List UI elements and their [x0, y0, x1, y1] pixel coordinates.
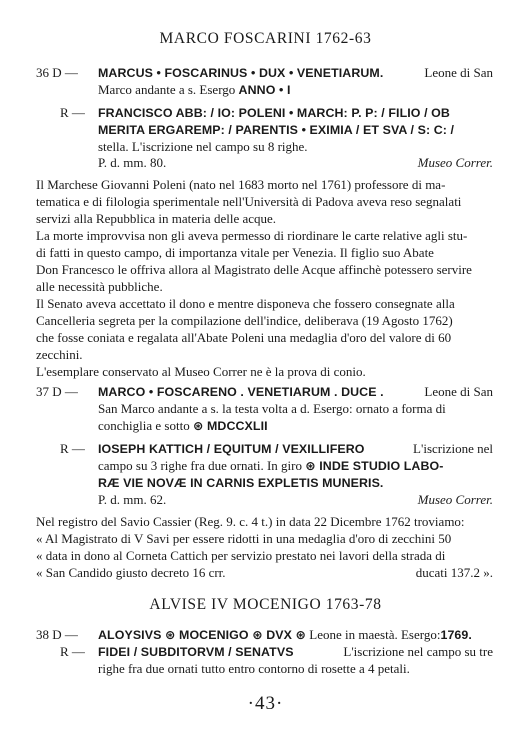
entry-36-reverse-line-1	[98, 105, 493, 121]
paragraph-line: Cancelleria segreta per la compilazione dell'indice, deliberava (19 Agosto 1762)	[36, 313, 453, 328]
entry-36-reverse-line-3: stella. L'iscrizione nel campo su 8 righe.	[98, 139, 308, 154]
entry-37-metadata	[98, 492, 493, 508]
entry-37-exergue-text: conchiglia e sotto	[98, 418, 190, 433]
entry-37-obverse-line-2: San Marco andante a s. la testa volta a d. Esergo: ornato a forma di	[98, 401, 446, 416]
entry-36-obverse-line-1	[98, 65, 493, 81]
quote-end-text: « San Candido giusto decreto 16 crr.	[36, 565, 226, 580]
entry-38-reverse-legend: FIDEI / SUBDITORVM / SENATVS	[98, 645, 294, 659]
entry-37-obverse-description: Leone di San	[424, 384, 493, 399]
page-number: ·43·	[247, 693, 284, 714]
section-heading-mocenigo: ALVISE IV MOCENIGO 1763-78	[149, 596, 382, 613]
paragraph-line: che fosse coniata e regalata all'Abate Poleni una medaglia d'oro del valore di 60	[36, 330, 452, 345]
entry-38-exergue-year: 1769.	[440, 628, 472, 642]
paragraph-line: Il Senato aveva accettato il dono e mentre disponeva che fossero consegnate alla	[36, 296, 455, 311]
entry-36-collection: Museo Correr.	[417, 155, 493, 170]
entry-37-reverse-text-2: campo su 3 righe fra due ornati. In giro	[98, 458, 302, 473]
entry-38-reverse-line-1	[98, 644, 493, 660]
entry-38-obverse-label: 38 D —	[36, 627, 78, 642]
paragraph-line: tematica e di filologia sperimentale nell'Università di Padova aveva reso segnalati	[36, 194, 462, 209]
entry-36-obverse-legend: MARCUS • FOSCARINUS • DUX • VENETIARUM.	[98, 66, 384, 80]
entry-38-obverse-line-1	[98, 627, 472, 643]
paragraph-line: zecchini.	[36, 347, 83, 362]
entry-37-reverse-legend-3: RÆ VIE NOVÆ IN CARNIS EXPLETIS MUNERIS.	[98, 476, 384, 490]
quote-amount: ducati 137.2 ».	[415, 565, 493, 580]
paragraph-line: Don Francesco le offriva allora al Magistrato delle Acque affinchè potessero servire	[36, 262, 472, 277]
entry-37-reverse-line-2	[98, 458, 443, 474]
entry-36-obverse-description: Leone di San	[424, 65, 493, 80]
paragraph-line: servizi alla Repubblica in materia delle acque.	[36, 211, 277, 226]
entry-36-reverse-label: R —	[60, 105, 85, 120]
entry-36-exergue-text: Marco andante a s. Esergo	[98, 82, 236, 97]
entry-38-obverse-description: Leone in maestà. Esergo:	[309, 627, 441, 642]
entry-37-weight-diameter: P. d. mm. 62.	[98, 492, 167, 507]
entry-37-reverse-description: L'iscrizione nel	[413, 441, 493, 456]
section-heading-foscarini: MARCO FOSCARINI 1762-63	[159, 30, 372, 47]
entry-37-reverse-line-1	[98, 441, 493, 457]
entry-37-exergue-date: ⊛ MDCCXLII	[192, 419, 268, 433]
entry-37-obverse-line-3	[98, 418, 268, 434]
entry-38-reverse-description: L'iscrizione nel campo su tre	[343, 644, 493, 659]
paragraph-line: di fatti in questo campo, di importanza vitale per Venezia. Il figlio suo Abate	[36, 245, 434, 260]
paragraph-line: « Al Magistrato di V Savi per essere ridotti in una medaglia d'oro di zecchini 50	[36, 531, 452, 546]
entry-37-obverse-label: 37 D —	[36, 384, 78, 399]
entry-36-reverse-legend-2: MERITA ERGAREMP: / PARENTIS • EXIMIA / ET SVA / S: C: /	[98, 123, 455, 137]
entry-36-obverse-line-2	[98, 82, 291, 98]
entry-37-obverse-line-1	[98, 384, 493, 400]
entry-38-reverse-label: R —	[60, 644, 85, 659]
entry-37-reverse-legend-2: ⊛ INDE STUDIO LABO-	[305, 459, 444, 473]
entry-38-reverse-line-2: righe fra due ornati tutto entro contorno di rosette a 4 petali.	[98, 661, 410, 676]
paragraph-line: « data in dono al Corneta Cattich per servizio prestato nei lavori della strada di	[36, 548, 446, 563]
paragraph-line: La morte improvvisa non gli aveva permesso di riordinare le carte relative agli stu-	[36, 228, 468, 243]
entry-36-exergue-legend: ANNO • I	[238, 83, 291, 97]
entry-37-reverse-line-3	[98, 475, 383, 491]
entry-37-reverse-legend-1: IOSEPH KATTICH / EQUITUM / VEXILLIFERO	[98, 442, 365, 456]
paragraph-line: L'esemplare conservato al Museo Correr ne è la prova di conio.	[36, 364, 366, 379]
paragraph-line-last	[36, 565, 493, 581]
entry-37-obverse-legend: MARCO • FOSCARENO . VENETIARUM . DUCE .	[98, 385, 384, 399]
paragraph-line: Nel registro del Savio Cassier (Reg. 9. c. 4 t.) in data 22 Dicembre 1762 troviamo:	[36, 514, 465, 529]
entry-36-reverse-legend-1: FRANCISCO ABB: / IO: POLENI • MARCH: P. P: / FILIO / OB	[98, 106, 450, 120]
entry-36-reverse-line-2	[98, 122, 493, 138]
entry-36-obverse-label: 36 D —	[36, 65, 78, 80]
entry-38-obverse-legend: ALOYSIVS ⊛ MOCENIGO ⊛ DVX ⊛	[98, 628, 307, 642]
paragraph-line: alle necessità pubbliche.	[36, 279, 163, 294]
entry-37-collection: Museo Correr.	[417, 492, 493, 507]
paragraph-line: Il Marchese Giovanni Poleni (nato nel 1683 morto nel 1761) professore di ma-	[36, 177, 446, 192]
entry-37-reverse-label: R —	[60, 441, 85, 456]
entry-36-weight-diameter: P. d. mm. 80.	[98, 155, 167, 170]
entry-36-metadata	[98, 155, 493, 171]
